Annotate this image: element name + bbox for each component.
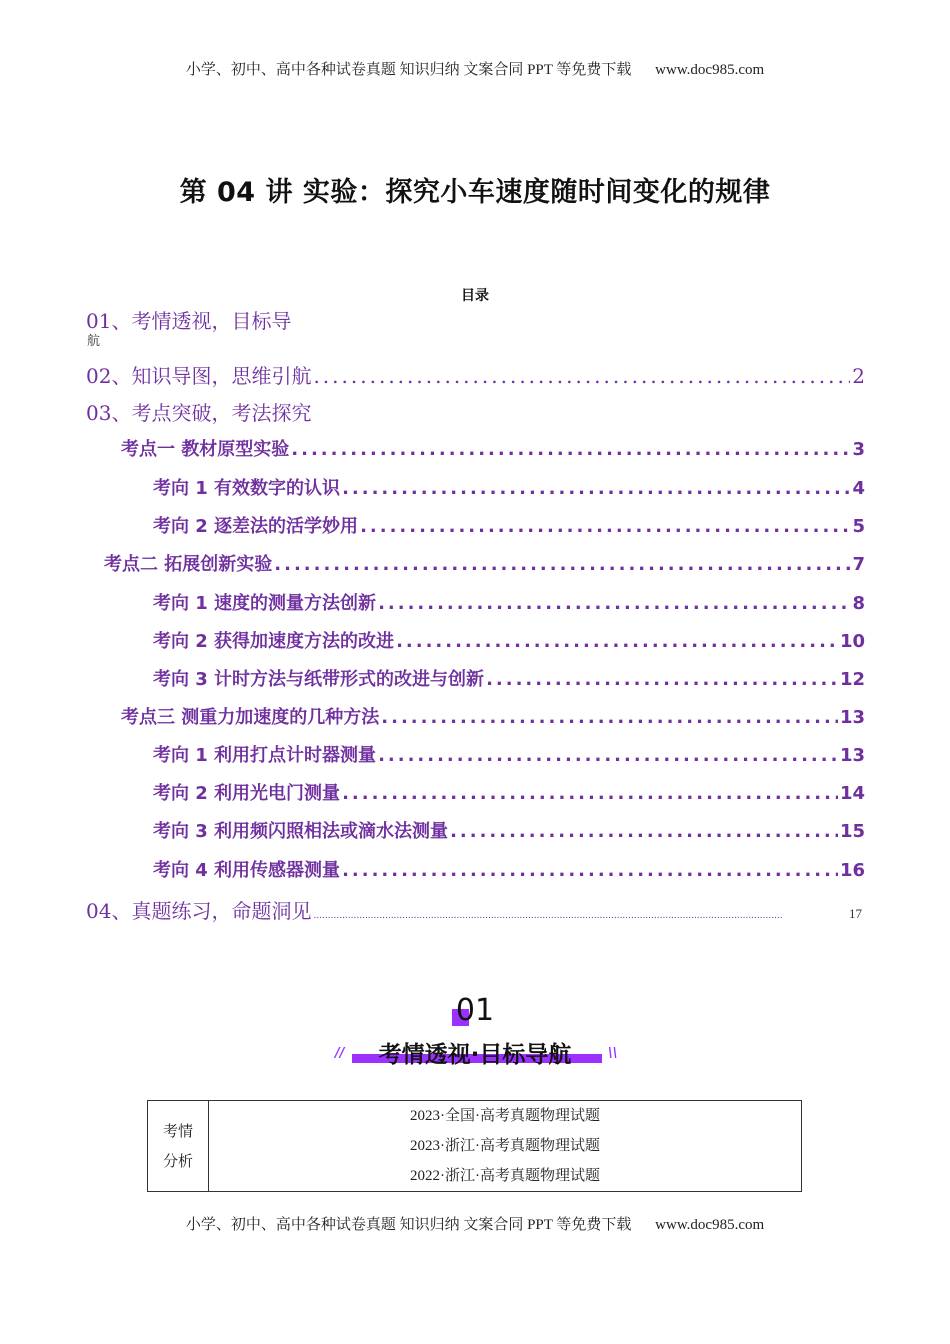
toc-entry-kaodian-3[interactable]: 考点三 测重力加速度的几种方法 ..... 13 [121, 703, 865, 729]
footer-url[interactable]: www.doc985.com [655, 1217, 765, 1233]
exam-analysis-label: 考情 分析 [148, 1101, 209, 1192]
dot-leader [450, 821, 838, 842]
dot-leader [360, 516, 850, 537]
dot-leader [378, 745, 838, 766]
toc-entry-kaodian-2[interactable]: 考点二 拓展创新实验 ..... 7 [104, 550, 865, 576]
toc-entry-kaoxiang-2-1[interactable]: 考向 1 速度的测量方法创新 ..... 8 [153, 589, 865, 615]
toc-entry-kaoxiang-3-3[interactable]: 考向 3 利用频闪照相法或滴水法测量 ..... 15 [153, 817, 865, 843]
exam-analysis-items [209, 1101, 802, 1192]
left-slash-decoration: // [335, 1046, 345, 1061]
toc-entry-kaoxiang-1-1[interactable]: 考向 1 有效数字的认识 ..... 4 [153, 474, 865, 500]
exam-item: 2023·全国·高考真题物理试题 [410, 1108, 600, 1124]
document-title: 第 04 讲 实验：探究小车速度随时间变化的规律 [179, 177, 771, 208]
section-title: 考情透视·目标导航 [378, 1042, 572, 1068]
section-number: 01 [455, 993, 495, 1028]
dot-leader [291, 439, 850, 460]
dot-leader [342, 783, 838, 804]
toc-entry-kaoxiang-3-2[interactable]: 考向 2 利用光电门测量 ..... 14 [153, 779, 865, 805]
toc-entry-01-wrap: 航 [87, 334, 101, 349]
toc-entry-kaoxiang-2-3[interactable]: 考向 3 计时方法与纸带形式的改进与创新 ..... 12 [153, 665, 865, 691]
exam-item: 2022·浙江·高考真题物理试题 [410, 1168, 600, 1184]
dot-leader [378, 593, 850, 614]
footer-text: 小学、初中、高中各种试卷真题 知识归纳 文案合同 PPT 等免费下载 [185, 1217, 632, 1233]
page-footer [0, 1213, 950, 1234]
dot-leader [396, 631, 838, 652]
toc-entry-01[interactable]: 01、考情透视，目标导 [86, 309, 292, 333]
dot-leader [313, 364, 850, 388]
dot-leader [486, 669, 838, 690]
toc-entry-02[interactable]: 02、知识导图，思维引航 ..... 2 [86, 360, 865, 389]
dot-leader [313, 911, 847, 921]
toc-entry-kaoxiang-2-2[interactable]: 考向 2 获得加速度方法的改进 ..... 10 [153, 627, 865, 653]
right-slash-decoration: \\ [608, 1046, 618, 1061]
exam-item: 2023·浙江·高考真题物理试题 [410, 1138, 600, 1154]
toc-entry-kaodian-1[interactable]: 考点一 教材原型实验 ..... 3 [121, 435, 865, 461]
dot-leader [274, 554, 850, 575]
exam-analysis-table [147, 1100, 802, 1192]
dot-leader [381, 707, 838, 728]
toc-entry-kaoxiang-3-1[interactable]: 考向 1 利用打点计时器测量 ..... 13 [153, 741, 865, 767]
dot-leader [342, 478, 850, 499]
page-header [0, 58, 950, 79]
toc-entry-04[interactable]: 04、真题练习，命题洞见 ..... 17 [86, 895, 862, 924]
header-text: 小学、初中、高中各种试卷真题 知识归纳 文案合同 PPT 等免费下载 [185, 62, 632, 78]
dot-leader [342, 860, 838, 881]
toc-entry-03[interactable]: 03、考点突破，考法探究 [86, 401, 312, 425]
toc-entry-kaoxiang-3-4[interactable]: 考向 4 利用传感器测量 ..... 16 [153, 856, 865, 882]
toc-entry-kaoxiang-1-2[interactable]: 考向 2 逐差法的活学妙用 ..... 5 [153, 512, 865, 538]
toc-heading: 目录 [461, 288, 489, 304]
header-url[interactable]: www.doc985.com [655, 62, 765, 78]
